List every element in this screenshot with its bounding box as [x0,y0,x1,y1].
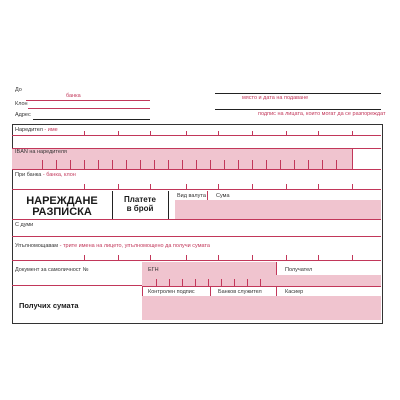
bank-hint: банка [66,93,81,99]
address-line[interactable] [33,119,150,120]
egn-label: ЕГН [148,267,159,273]
control-label: Контролен подпис [148,289,195,295]
authorized-label: Упълномощавам - трите имена на лицето, упълномощено да получи сумата [15,243,210,249]
iban-label: IBAN на наредителя [15,149,67,155]
recipient-field[interactable] [276,275,381,286]
to-line[interactable] [26,100,150,101]
document-label: Документ за самоличност № [15,267,89,273]
place-date-hint: място и дата на подаване [242,95,309,101]
bank-field[interactable] [12,189,381,190]
currency-field[interactable] [175,200,207,219]
clerk-label: Банков служител [218,289,262,295]
authorized-field[interactable] [12,260,381,261]
currency-label: Вид валута [177,193,206,199]
amount-label: Сума [216,193,230,199]
place-date-line[interactable] [215,93,381,94]
orderer-field[interactable] [12,135,381,136]
form-title: НАРЕЖДАНЕ РАЗПИСКА [26,195,98,218]
cashier-signature-field[interactable] [276,296,381,320]
branch-line[interactable] [28,108,150,109]
recipient-label: Получател [285,267,313,273]
address-label: Адрес [15,112,31,118]
signature-line[interactable] [215,109,381,110]
cashier-label: Касиер [285,289,304,295]
words-field[interactable] [12,236,381,237]
egn-field[interactable] [142,262,276,286]
document-field[interactable] [12,285,142,286]
orderer-label: Наредител - име [15,127,58,133]
pay-cash-label: Платете в брой [124,195,156,213]
to-label: До [15,87,22,93]
signature-hint: подпис на лицата, които могат да се разпореждат [258,111,386,117]
branch-label: Клон [15,101,28,107]
clerk-signature-field[interactable] [210,296,276,320]
bank-label: При банка - банка, клон [15,172,76,178]
words-label: С думи [15,222,34,228]
amount-field[interactable] [207,200,381,219]
received-label: Получих сумата [19,301,79,310]
control-signature-field[interactable] [142,296,210,320]
